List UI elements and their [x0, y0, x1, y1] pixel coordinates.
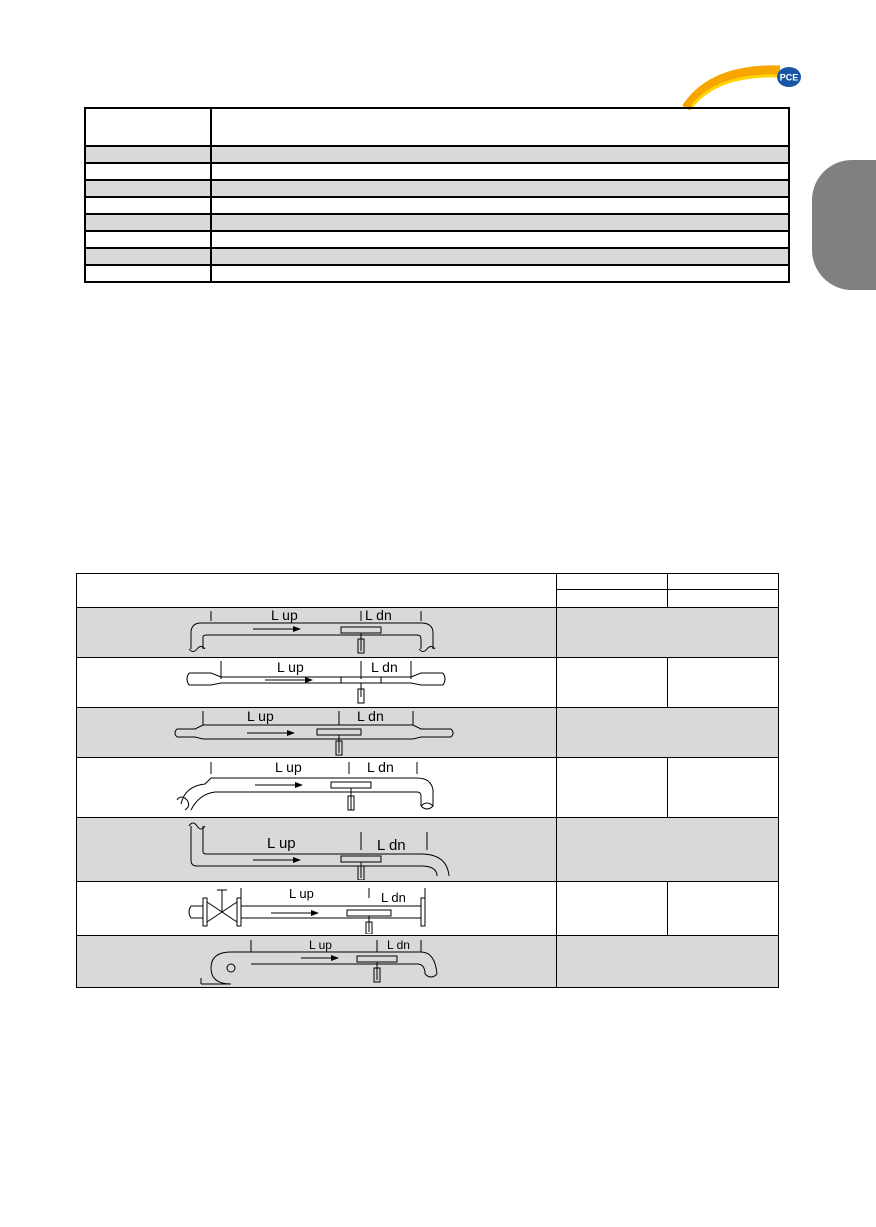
row-label [85, 146, 211, 163]
subheader-downstream-cell [667, 590, 778, 608]
upstream-value-cell [556, 758, 667, 818]
diagram-cell [77, 818, 557, 882]
downstream-value-cell [667, 882, 778, 936]
row-value [211, 146, 789, 163]
downstream-label: L dn [381, 889, 407, 905]
table-row [85, 231, 789, 248]
pce-badge-icon [776, 66, 802, 88]
row-value [211, 163, 789, 180]
upstream-label: L up [289, 885, 315, 901]
table-row [77, 818, 779, 882]
row-label [85, 163, 211, 180]
vertical-elbow-pipe-diagram [181, 820, 451, 880]
table-row [77, 608, 779, 658]
table-row [85, 146, 789, 163]
pump-pipe-diagram [181, 938, 451, 986]
upstream-label: L up [277, 658, 305, 675]
diagram-cell [77, 608, 557, 658]
logo-text: PCE [779, 72, 799, 83]
merged-value-cell [556, 818, 778, 882]
upstream-label: L up [275, 759, 303, 775]
downstream-value-cell [667, 658, 778, 708]
downstream-label: L dn [367, 759, 395, 775]
row-value [211, 265, 789, 282]
reducer-pipe-diagram [181, 659, 451, 707]
merged-value-cell [556, 708, 778, 758]
out-of-plane-elbows-pipe-diagram [171, 760, 461, 816]
merged-value-cell [556, 936, 778, 988]
table-row [77, 882, 779, 936]
subheader-upstream-cell [556, 590, 667, 608]
upstream-label: L up [309, 937, 333, 952]
table-row [77, 936, 779, 988]
downstream-label: L dn [371, 658, 399, 675]
row-value [211, 248, 789, 265]
upstream-label: L up [271, 608, 299, 623]
row-label [85, 248, 211, 265]
header-cell [211, 108, 789, 146]
diagram-cell [77, 882, 557, 936]
upstream-value-cell [556, 882, 667, 936]
merged-value-cell [556, 608, 778, 658]
table-row [85, 180, 789, 197]
row-label [85, 214, 211, 231]
header-cell [85, 108, 211, 146]
row-value [211, 214, 789, 231]
downstream-label: L dn [387, 937, 411, 952]
table-row [77, 758, 779, 818]
pipe-configuration-table [76, 573, 779, 988]
diagram-cell [77, 658, 557, 708]
downstream-label: L dn [357, 708, 385, 724]
specification-table [84, 107, 790, 283]
table-row [85, 163, 789, 180]
table-row [85, 248, 789, 265]
table-header-row [77, 574, 779, 590]
downstream-label: L dn [365, 608, 393, 623]
row-label [85, 231, 211, 248]
upstream-value-cell [556, 658, 667, 708]
expander-pipe-diagram [171, 709, 461, 757]
table-row [85, 265, 789, 282]
diagram-cell [77, 936, 557, 988]
upstream-label: L up [267, 834, 296, 852]
table-row [77, 658, 779, 708]
downstream-value-cell [667, 758, 778, 818]
header-config-cell [77, 574, 557, 608]
row-value [211, 197, 789, 214]
table-row [85, 214, 789, 231]
valve-pipe-diagram [181, 884, 451, 934]
diagram-cell [77, 758, 557, 818]
row-label [85, 180, 211, 197]
upstream-label: L up [247, 708, 275, 724]
row-label [85, 197, 211, 214]
row-label [85, 265, 211, 282]
table-row [77, 708, 779, 758]
row-value [211, 180, 789, 197]
diagram-cell [77, 708, 557, 758]
elbows-pipe-diagram [181, 609, 451, 657]
row-value [211, 231, 789, 248]
header-upstream-cell [556, 574, 667, 590]
table-header-row [85, 108, 789, 146]
table-row [85, 197, 789, 214]
downstream-label: L dn [377, 836, 406, 854]
language-side-tab [812, 160, 876, 290]
header-downstream-cell [667, 574, 778, 590]
